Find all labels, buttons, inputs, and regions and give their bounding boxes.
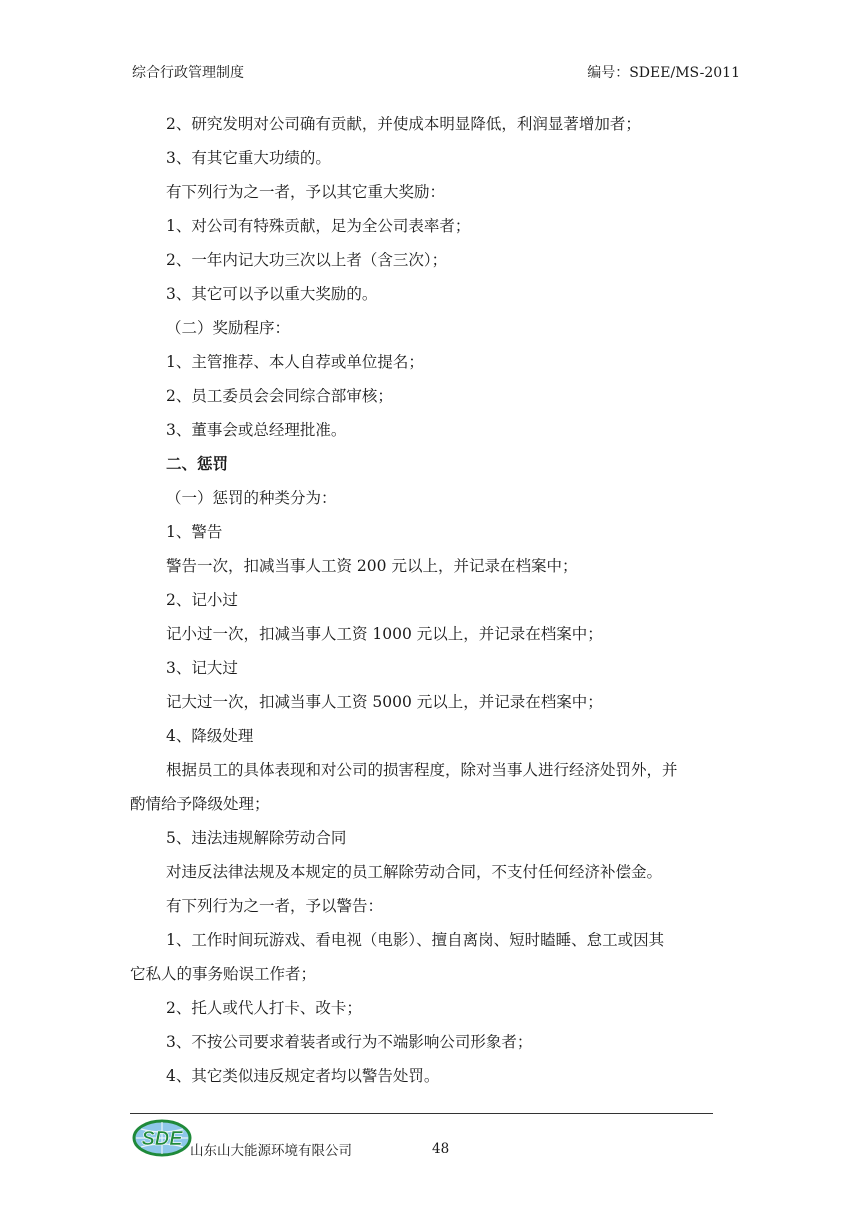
paragraph-line: 3、不按公司要求着装者或行为不端影响公司形象者； bbox=[166, 1033, 533, 1051]
header-title: 综合行政管理制度 bbox=[132, 65, 244, 81]
paragraph-line: 它私人的事务贻误工作者； bbox=[130, 965, 317, 983]
paragraph-line: 1、对公司有特殊贡献，足为全公司表率者； bbox=[166, 217, 471, 235]
paragraph-line: 3、董事会或总经理批准。 bbox=[166, 421, 347, 439]
paragraph-line: 对违反法律法规及本规定的员工解除劳动合同，不支付任何经济补偿金。 bbox=[166, 863, 663, 881]
svg-text:SDE: SDE bbox=[141, 1128, 183, 1150]
company-name: 山东山大能源环境有限公司 bbox=[190, 1143, 352, 1159]
paragraph-line: 3、有其它重大功绩的。 bbox=[166, 149, 331, 167]
paragraph-line: 4、其它类似违反规定者均以警告处罚。 bbox=[166, 1067, 440, 1085]
paragraph-line: 1、工作时间玩游戏、看电视（电影）、擅自离岗、短时瞌睡、怠工或因其 bbox=[166, 931, 665, 949]
paragraph-line: 酌情给予降级处理； bbox=[130, 795, 270, 813]
paragraph-line: 1、警告 bbox=[166, 523, 223, 541]
page-number: 48 bbox=[432, 1141, 450, 1157]
paragraph-line: 1、主管推荐、本人自荐或单位提名； bbox=[166, 353, 424, 371]
section-subheading: （一）惩罚的种类分为： bbox=[166, 489, 337, 507]
paragraph-line: 2、一年内记大功三次以上者（含三次）； bbox=[166, 251, 448, 269]
paragraph-line: 3、记大过 bbox=[166, 659, 238, 677]
paragraph-line: 2、员工委员会会同综合部审核； bbox=[166, 387, 393, 405]
paragraph-line: 有下列行为之一者，予以警告： bbox=[166, 897, 384, 915]
paragraph-line: 警告一次，扣减当事人工资 200 元以上，并记录在档案中； bbox=[166, 557, 578, 575]
paragraph-line: 5、违法违规解除劳动合同 bbox=[166, 829, 347, 847]
company-logo bbox=[132, 1119, 192, 1161]
paragraph-line: 有下列行为之一者，予以其它重大奖励： bbox=[166, 183, 446, 201]
paragraph-line: 记小过一次，扣减当事人工资 1000 元以上，并记录在档案中； bbox=[166, 625, 603, 643]
document-body bbox=[130, 107, 742, 1093]
section-subheading: （二）奖励程序： bbox=[166, 319, 291, 337]
paragraph-line: 4、降级处理 bbox=[166, 727, 254, 745]
paragraph-line: 3、其它可以予以重大奖励的。 bbox=[166, 285, 378, 303]
paragraph-line: 记大过一次，扣减当事人工资 5000 元以上，并记录在档案中； bbox=[166, 693, 603, 711]
paragraph-line: 2、记小过 bbox=[166, 591, 238, 609]
document-code: 编号：SDEE/MS-2011 bbox=[587, 65, 740, 81]
footer-divider bbox=[130, 1113, 713, 1114]
paragraph-line: 2、研究发明对公司确有贡献，并使成本明显降低，利润显著增加者； bbox=[166, 115, 641, 133]
section-heading: 二、惩罚 bbox=[166, 454, 229, 473]
globe-logo-icon bbox=[132, 1119, 192, 1157]
paragraph-line: 2、托人或代人打卡、改卡； bbox=[166, 999, 362, 1017]
paragraph-line: 根据员工的具体表现和对公司的损害程度，除对当事人进行经济处罚外，并 bbox=[166, 761, 678, 779]
